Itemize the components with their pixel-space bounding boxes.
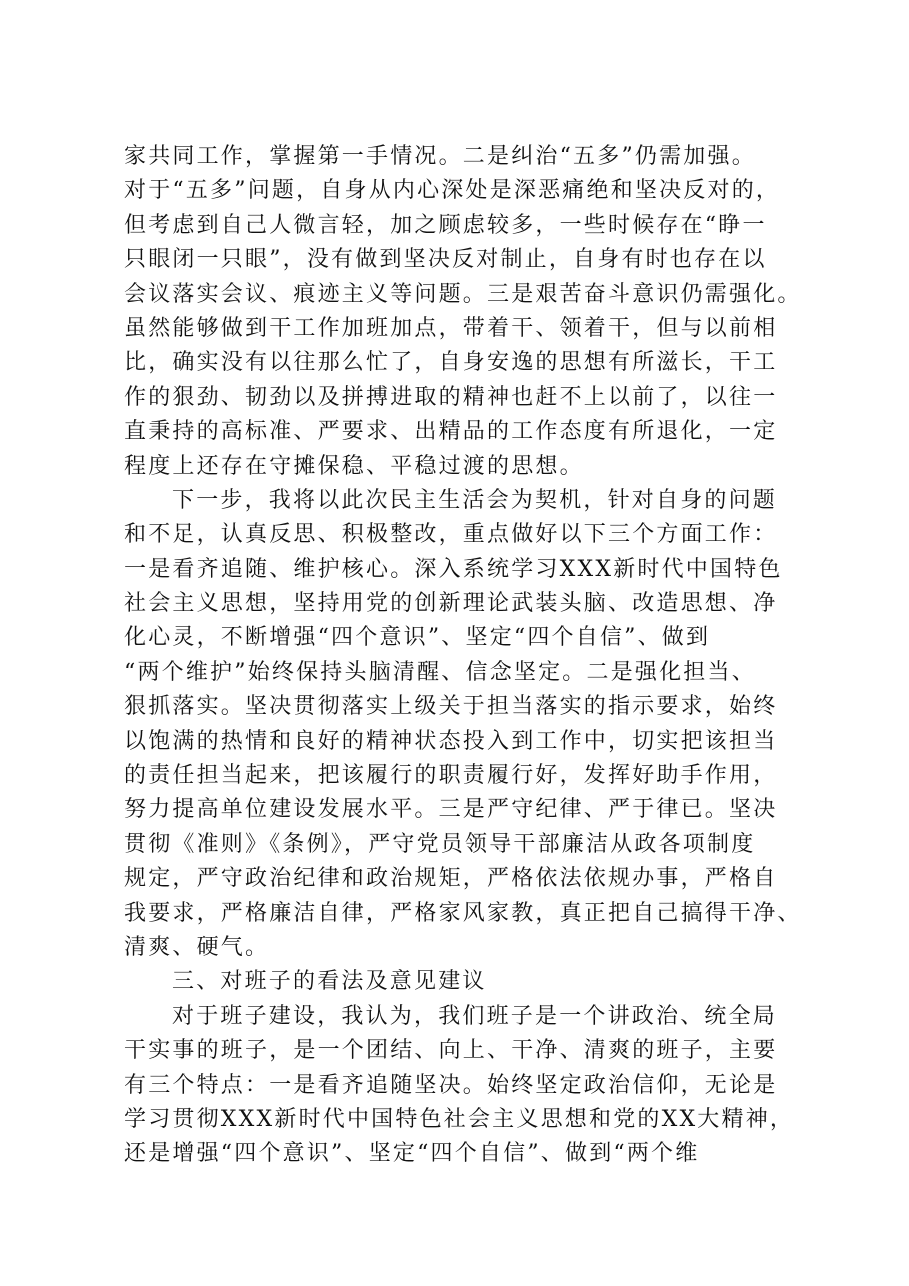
text-line: 贯彻《准则》《条例》，严守党员领导干部廉洁从政各项制度 (124, 831, 756, 857)
text-line: 社会主义思想，坚持用党的创新理论武装头脑、改造思想、净 (124, 591, 778, 617)
paragraph-start-line: 对于班子建设，我认为，我们班子是一个讲政治、统全局 (172, 1003, 778, 1029)
text-line: 虽然能够做到干工作加班加点，带着干、领着干，但与以前相 (124, 315, 778, 341)
text-line: 清爽、硬气。 (124, 934, 270, 960)
text-line: 作的狠劲、韧劲以及拼搏进取的精神也赶不上以前了，以往一 (124, 384, 778, 410)
text-line: 一是看齐追随、维护核心。深入系统学习XXX新时代中国特色 (124, 556, 783, 582)
text-line: 还是增强“四个意识”、坚定“四个自信”、做到“两个维 (124, 1141, 700, 1167)
text-line: 狠抓落实。坚决贯彻落实上级关于担当落实的指示要求，始终 (124, 694, 778, 720)
document-body (124, 140, 810, 1172)
text-line: 化心灵，不断增强“四个意识”、坚定“四个自信”、做到 (124, 625, 711, 651)
text-line: 以饱满的热情和良好的精神状态投入到工作中，切实把该担当 (124, 728, 778, 754)
text-line: 学习贯彻XXX新时代中国特色社会主义思想和党的XX大精神， (124, 1106, 795, 1132)
paragraph-start-line: 下一步，我将以此次民主生活会为契机，针对自身的问题 (172, 487, 778, 513)
text-line: 只眼闭一只眼”，没有做到坚决反对制止，自身有时也存在以 (124, 247, 767, 273)
text-line: 会议落实会议、痕迹主义等问题。三是艰苦奋斗意识仍需强化。 (124, 281, 802, 307)
text-line: 的责任担当起来，把该履行的职责履行好，发挥好助手作用， (124, 763, 778, 789)
text-line: 对于“五多”问题，自身从内心深处是深恶痛绝和坚决反对的， (124, 178, 781, 204)
text-line: 和不足，认真反思、积极整改，重点做好以下三个方面工作： (124, 522, 778, 548)
text-line: 直秉持的高标准、严要求、出精品的工作态度有所退化，一定 (124, 419, 778, 445)
text-line: 我要求，严格廉洁自律，严格家风家教，真正把自己搞得干净、 (124, 900, 802, 926)
text-line: 家共同工作，掌握第一手情况。二是纠治“五多”仍需加强。 (124, 144, 756, 169)
text-line: 规定，严守政治纪律和政治规矩，严格依法依规办事，严格自 (124, 866, 778, 892)
section-heading: 三、对班子的看法及意见建议 (172, 969, 487, 995)
text-line: 努力提高单位建设发展水平。三是严守纪律、严于律已。坚决 (124, 797, 778, 823)
text-line: 有三个特点：一是看齐追随坚决。始终坚定政治信仰，无论是 (124, 1072, 778, 1098)
text-line: 但考虑到自己人微言轻，加之顾虑较多，一些时候存在“睁一 (124, 212, 767, 238)
text-line: “两个维护”始终保持头脑清醒、信念坚定。二是强化担当、 (124, 659, 756, 685)
text-line: 干实事的班子，是一个团结、向上、干净、清爽的班子，主要 (124, 1038, 778, 1064)
text-line: 程度上还存在守摊保稳、平稳过渡的思想。 (124, 453, 584, 479)
text-line: 比，确实没有以往那么忙了，自身安逸的思想有所滋长，干工 (124, 350, 778, 376)
